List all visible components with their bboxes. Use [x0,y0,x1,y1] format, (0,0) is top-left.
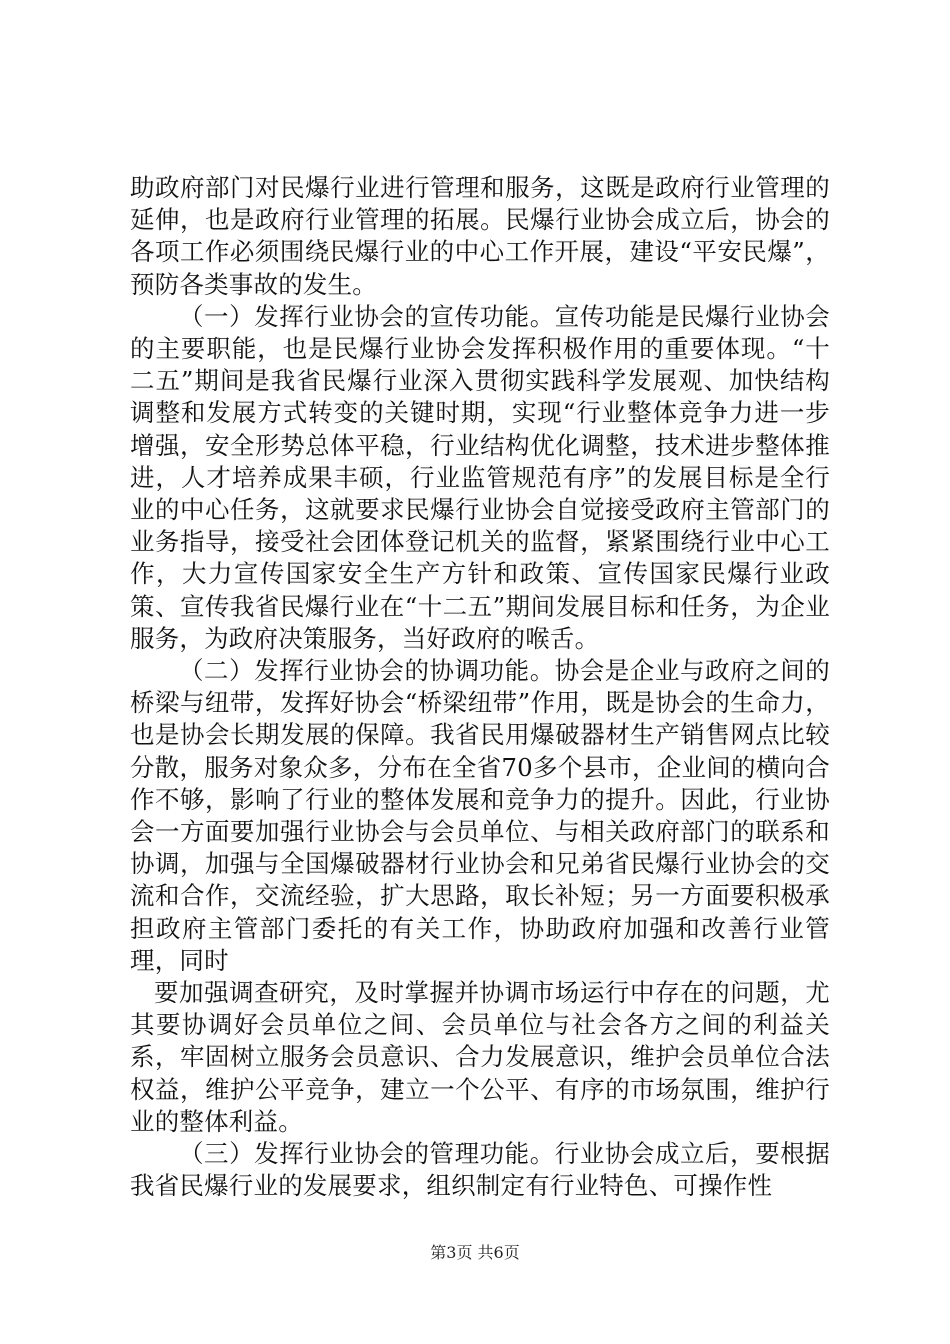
paragraph-coordination-continued: 要加强调查研究，及时掌握并协调市场运行中存在的问题，尤其要协调好会员单位之间、会员单位与社会各方之间的利益关系，牢固树立服务会员意识、合力发展意识，维护会员单位合法权益，维护公平竞争，建立一个公平、有序的市场氛围，维护行业的整体利益。 [130,978,830,1136]
paragraph-management-function: （三）发挥行业协会的管理功能。行业协会成立后，要根据我省民爆行业的发展要求，组织制定有行业特色、可操作性 [130,1139,830,1201]
paragraph-coordination-function: （二）发挥行业协会的协调功能。协会是企业与政府之间的桥梁与纽带，发挥好协会“桥梁纽带”作用，既是协会的生命力，也是协会长期发展的保障。我省民用爆破器材生产销售网点比较分散，服务对象众多，分布在全省70多个县市，企业间的横向合作不够，影响了行业的整体发展和竞争力的提升。因此，行业协会一方面要加强行业协会与会员单位、与相关政府部门的联系和协调，加强与全国爆破器材行业协会和兄弟省民爆行业协会的交流和合作，交流经验，扩大思路，取长补短；另一方面要积极承担政府主管部门委托的有关工作，协助政府加强和改善行业管理，同时 [130,656,830,975]
paragraph-intro-continuation: 助政府部门对民爆行业进行管理和服务，这既是政府行业管理的延伸，也是政府行业管理的拓展。民爆行业协会成立后，协会的各项工作必须围绕民爆行业的中心工作开展，建设“平安民爆”，预防各类事故的发生。 [130,173,830,299]
page-number-footer: 第3页 共6页 [430,1243,520,1262]
paragraph-publicity-function: （一）发挥行业协会的宣传功能。宣传功能是民爆行业协会的主要职能，也是民爆行业协会发挥积极作用的重要体现。“十二五”期间是我省民爆行业深入贯彻实践科学发展观、加快结构调整和发展方式转变的关键时期，实现“行业整体竞争力进一步增强，安全形势总体平稳，行业结构优化调整，技术进步整体推进，人才培养成果丰硕，行业监管规范有序”的发展目标是全行业的中心任务，这就要求民爆行业协会自觉接受政府主管部门的业务指导，接受社会团体登记机关的监督，紧紧围绕行业中心工作，大力宣传国家安全生产方针和政策、宣传国家民爆行业政策、宣传我省民爆行业在“十二五”期间发展目标和任务，为企业服务，为政府决策服务，当好政府的喉舌。 [130,301,830,653]
document-body [130,172,830,1203]
